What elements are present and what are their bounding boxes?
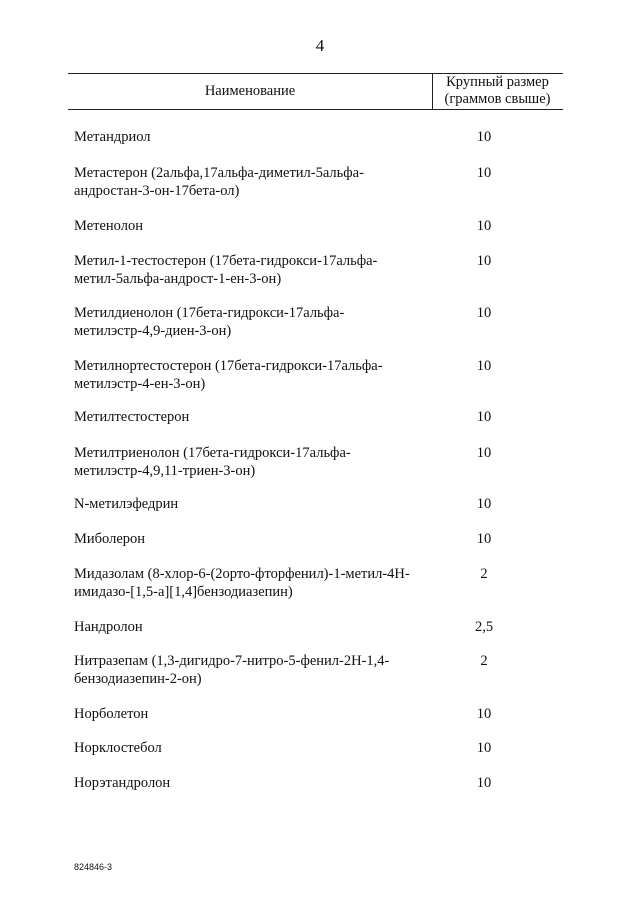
threshold-value: 2 bbox=[480, 653, 488, 669]
threshold-value: 10 bbox=[476, 445, 492, 461]
substance-name-line: Мидазолам (8-хлор-6-(2орто-фторфенил)-1-метил-4Н- bbox=[74, 566, 410, 582]
table-header-size-line1: Крупный размер bbox=[446, 74, 549, 90]
substance-name-line: Метилнортестостерон (17бета-гидрокси-17альфа- bbox=[74, 358, 383, 374]
threshold-value: 2 bbox=[480, 566, 488, 582]
threshold-value: 10 bbox=[476, 531, 492, 547]
footer-code: 824846-3 bbox=[74, 862, 113, 872]
substance-name-line: андростан-3-он-17бета-ол) bbox=[74, 183, 240, 199]
table-header-rule bbox=[68, 109, 563, 110]
substance-name-line: Норэтандролон bbox=[74, 775, 171, 791]
threshold-value: 10 bbox=[476, 706, 492, 722]
substance-name-line: метилэстр-4,9,11-триен-3-он) bbox=[74, 463, 256, 479]
threshold-value: 10 bbox=[476, 218, 492, 234]
substance-name-line: Нандролон bbox=[74, 619, 143, 635]
substance-name bbox=[74, 652, 434, 688]
substance-name bbox=[74, 739, 434, 757]
substance-name bbox=[74, 705, 434, 723]
substance-name-line: Нитразепам (1,3-дигидро-7-нитро-5-фенил-2Н-1,4- bbox=[74, 653, 390, 669]
substance-name-line: имидазо-[1,5-а][1,4]бензодиазепин) bbox=[74, 584, 293, 600]
substance-name-line: Норклостебол bbox=[74, 740, 162, 756]
substance-name-line: метилэстр-4-ен-3-он) bbox=[74, 376, 206, 392]
substance-name bbox=[74, 128, 434, 146]
substance-name bbox=[74, 618, 434, 636]
threshold-value: 10 bbox=[476, 496, 492, 512]
threshold-value: 10 bbox=[476, 253, 492, 269]
page-number: 4 bbox=[315, 36, 325, 55]
substance-name-line: Метилдиенолон (17бета-гидрокси-17альфа- bbox=[74, 305, 345, 321]
substance-name-line: Метил-1-тестостерон (17бета-гидрокси-17альфа- bbox=[74, 253, 378, 269]
substance-name bbox=[74, 164, 434, 200]
substance-name-line: Миболерон bbox=[74, 531, 146, 547]
substance-name-line: метилэстр-4,9-диен-3-он) bbox=[74, 323, 232, 339]
substance-name bbox=[74, 530, 434, 548]
substance-name-line: метил-5альфа-андрост-1-ен-3-он) bbox=[74, 271, 282, 287]
threshold-value: 10 bbox=[476, 305, 492, 321]
substance-name bbox=[74, 304, 434, 340]
substance-name-line: Метенолон bbox=[74, 218, 143, 234]
table-header-size-line2: (граммов свыше) bbox=[444, 91, 551, 107]
substance-name bbox=[74, 444, 434, 480]
substance-name bbox=[74, 565, 434, 601]
threshold-value: 10 bbox=[476, 129, 492, 145]
substance-name-line: N-метилэфедрин bbox=[74, 496, 179, 512]
substance-name bbox=[74, 774, 434, 792]
threshold-value: 10 bbox=[476, 740, 492, 756]
substance-name-line: Метилтриенолон (17бета-гидрокси-17альфа- bbox=[74, 445, 351, 461]
table-header-size bbox=[432, 74, 563, 108]
threshold-value: 10 bbox=[476, 409, 492, 425]
substance-name bbox=[74, 252, 434, 288]
substance-name-line: бензодиазепин-2-он) bbox=[74, 671, 202, 687]
substance-name-line: Метандриол bbox=[74, 129, 151, 145]
substance-name-line: Норболетон bbox=[74, 706, 149, 722]
substance-name-line: Метилтестостерон bbox=[74, 409, 190, 425]
substance-name bbox=[74, 495, 434, 513]
table-header-name: Наименование bbox=[204, 83, 296, 99]
substance-name bbox=[74, 357, 434, 393]
threshold-value: 10 bbox=[476, 775, 492, 791]
substance-name-line: Метастерон (2альфа,17альфа-диметил-5альфа- bbox=[74, 165, 364, 181]
substance-name bbox=[74, 408, 434, 426]
substance-name bbox=[74, 217, 434, 235]
threshold-value: 10 bbox=[476, 165, 492, 181]
threshold-value: 2,5 bbox=[474, 619, 494, 635]
threshold-value: 10 bbox=[476, 358, 492, 374]
